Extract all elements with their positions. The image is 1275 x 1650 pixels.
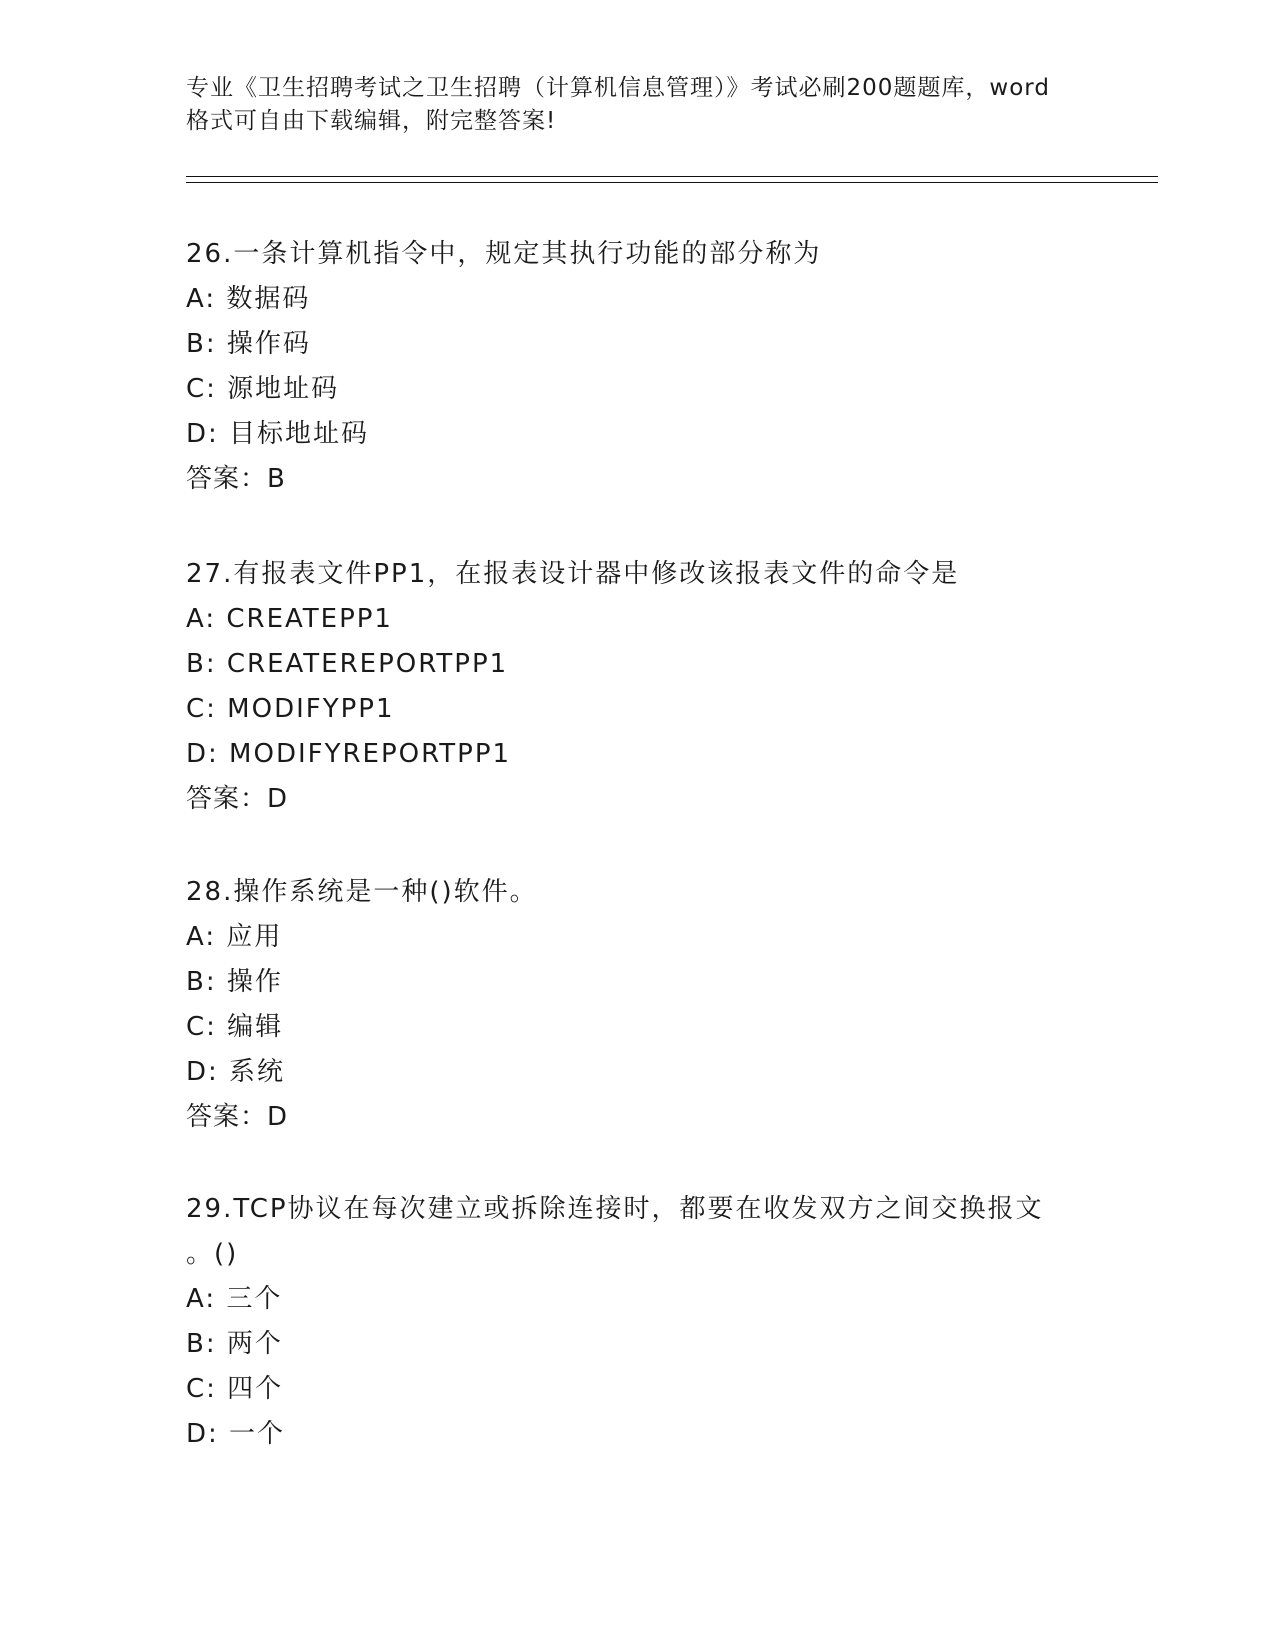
answer: 答案：D <box>186 784 289 814</box>
option-d: D: 目标地址码 <box>186 419 370 449</box>
option-a: A: 数据码 <box>186 284 311 314</box>
option-d: D: 一个 <box>186 1419 286 1449</box>
document-header <box>186 72 1086 138</box>
question-stem-continuation: 。() <box>186 1239 239 1269</box>
option-b: B: CREATEREPORTPP1 <box>186 649 509 679</box>
option-c: C: MODIFYPP1 <box>186 694 395 724</box>
question-27 <box>186 552 1166 822</box>
option-d: D: 系统 <box>186 1057 286 1087</box>
option-d: D: MODIFYREPORTPP1 <box>186 739 512 769</box>
option-c: C: 源地址码 <box>186 374 340 404</box>
question-26 <box>186 232 1166 502</box>
question-stem: 26.一条计算机指令中，规定其执行功能的部分称为 <box>186 239 822 269</box>
question-28 <box>186 870 1166 1140</box>
question-stem: 28.操作系统是一种()软件。 <box>186 877 538 907</box>
question-29 <box>186 1187 1166 1457</box>
question-stem: 27.有报表文件PP1，在报表设计器中修改该报表文件的命令是 <box>186 559 960 589</box>
option-b: B: 操作码 <box>186 329 311 359</box>
option-b: B: 操作 <box>186 967 283 997</box>
option-a: A: CREATEPP1 <box>186 604 393 634</box>
answer: 答案：B <box>186 464 286 494</box>
option-c: C: 四个 <box>186 1374 284 1404</box>
option-b: B: 两个 <box>186 1329 283 1359</box>
header-title-line-2: 格式可自由下载编辑，附完整答案! <box>186 108 557 134</box>
option-a: A: 三个 <box>186 1284 283 1314</box>
option-c: C: 编辑 <box>186 1012 284 1042</box>
answer: 答案：D <box>186 1102 289 1132</box>
option-a: A: 应用 <box>186 922 283 952</box>
question-stem: 29.TCP协议在每次建立或拆除连接时，都要在收发双方之间交换报文 <box>186 1194 1044 1224</box>
header-title-line-1: 专业《卫生招聘考试之卫生招聘（计算机信息管理）》考试必刷200题题库，word <box>186 75 1050 101</box>
header-rule-bottom <box>186 182 1158 183</box>
header-rule-top <box>186 176 1158 177</box>
